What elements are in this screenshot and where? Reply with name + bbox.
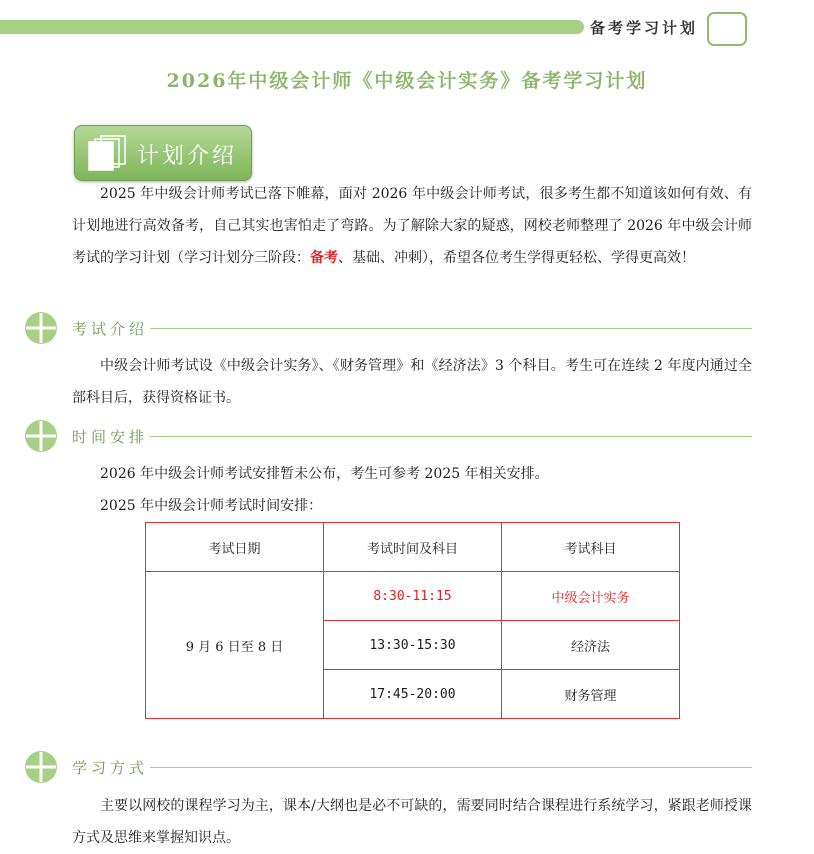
- table-header-cell: 考试科目: [502, 523, 680, 572]
- schedule-text-1: 2026 年中级会计师考试安排暂未公布，考生可参考 2025 年相关安排。: [100, 466, 549, 482]
- exam-date-cell: 9 月 6 日至 8 日: [146, 572, 324, 719]
- exam-subject-cell: 财务管理: [502, 670, 680, 719]
- table-row: [146, 572, 680, 621]
- exam-time-cell: 8:30-11:15: [324, 572, 502, 621]
- intro-badge: [74, 125, 252, 181]
- exam-time-cell: 13:30-15:30: [324, 621, 502, 670]
- section-divider: [150, 767, 752, 768]
- section-study-method: [24, 750, 752, 784]
- section-circle-icon: [24, 750, 58, 784]
- header-label: 备考学习计划: [590, 19, 699, 37]
- section-circle-icon: [24, 419, 58, 453]
- exam-subject-cell: 中级会计实务: [502, 572, 680, 621]
- document-stack-icon: [87, 134, 127, 172]
- intro-paragraph: [72, 178, 752, 274]
- intro-highlight: 备考: [310, 250, 338, 266]
- intro-text-after: 、基础、冲刺），希望各位考生学得更轻松、学得更高效！: [338, 250, 695, 266]
- schedule-text-2: 2025 年中级会计师考试时间安排：: [100, 498, 323, 514]
- section-schedule: [24, 419, 752, 453]
- section-title: 时间安排: [72, 428, 149, 446]
- schedule-table: [145, 522, 680, 719]
- table-header-cell: 考试时间及科目: [324, 523, 502, 572]
- section-title: 学习方式: [72, 759, 149, 777]
- exam-time-cell: 17:45-20:00: [324, 670, 502, 719]
- section-circle-icon: [24, 311, 58, 345]
- header-box-decoration: [707, 12, 747, 46]
- page-title: 2026年中级会计师《中级会计实务》备考学习计划: [166, 70, 648, 92]
- study-method-text: 主要以网校的课程学习为主，课本/大纲也是必不可缺的，需要同时结合课程进行系统学习，紧跟老师授课方式及思维来掌握知识点。: [72, 798, 752, 846]
- exam-subject-cell: 经济法: [502, 621, 680, 670]
- exam-intro-text: 中级会计师考试设《中级会计实务》、《财务管理》和《经济法》3 个科目。考生可在连续 2 年度内通过全部科目后，获得资格证书。: [72, 358, 752, 406]
- intro-badge-label: 计划介绍: [137, 144, 238, 169]
- section-divider: [150, 436, 752, 437]
- section-title: 考试介绍: [72, 320, 149, 338]
- section-divider: [150, 328, 752, 329]
- section-exam-intro: [24, 311, 752, 345]
- table-header-row: [146, 523, 680, 572]
- header-bar: [0, 20, 584, 34]
- intro-text-before: 2025 年中级会计师考试已落下帷幕，面对 2026 年中级会计师考试，很多考生都不知道该如何有效、有计划地进行高效备考，自己其实也害怕走了弯路。为了解除大家的疑惑，网校老师整理了 2026 年中级会计师考试的学习计划（学习计划分三阶段：: [72, 186, 752, 266]
- table-header-cell: 考试日期: [146, 523, 324, 572]
